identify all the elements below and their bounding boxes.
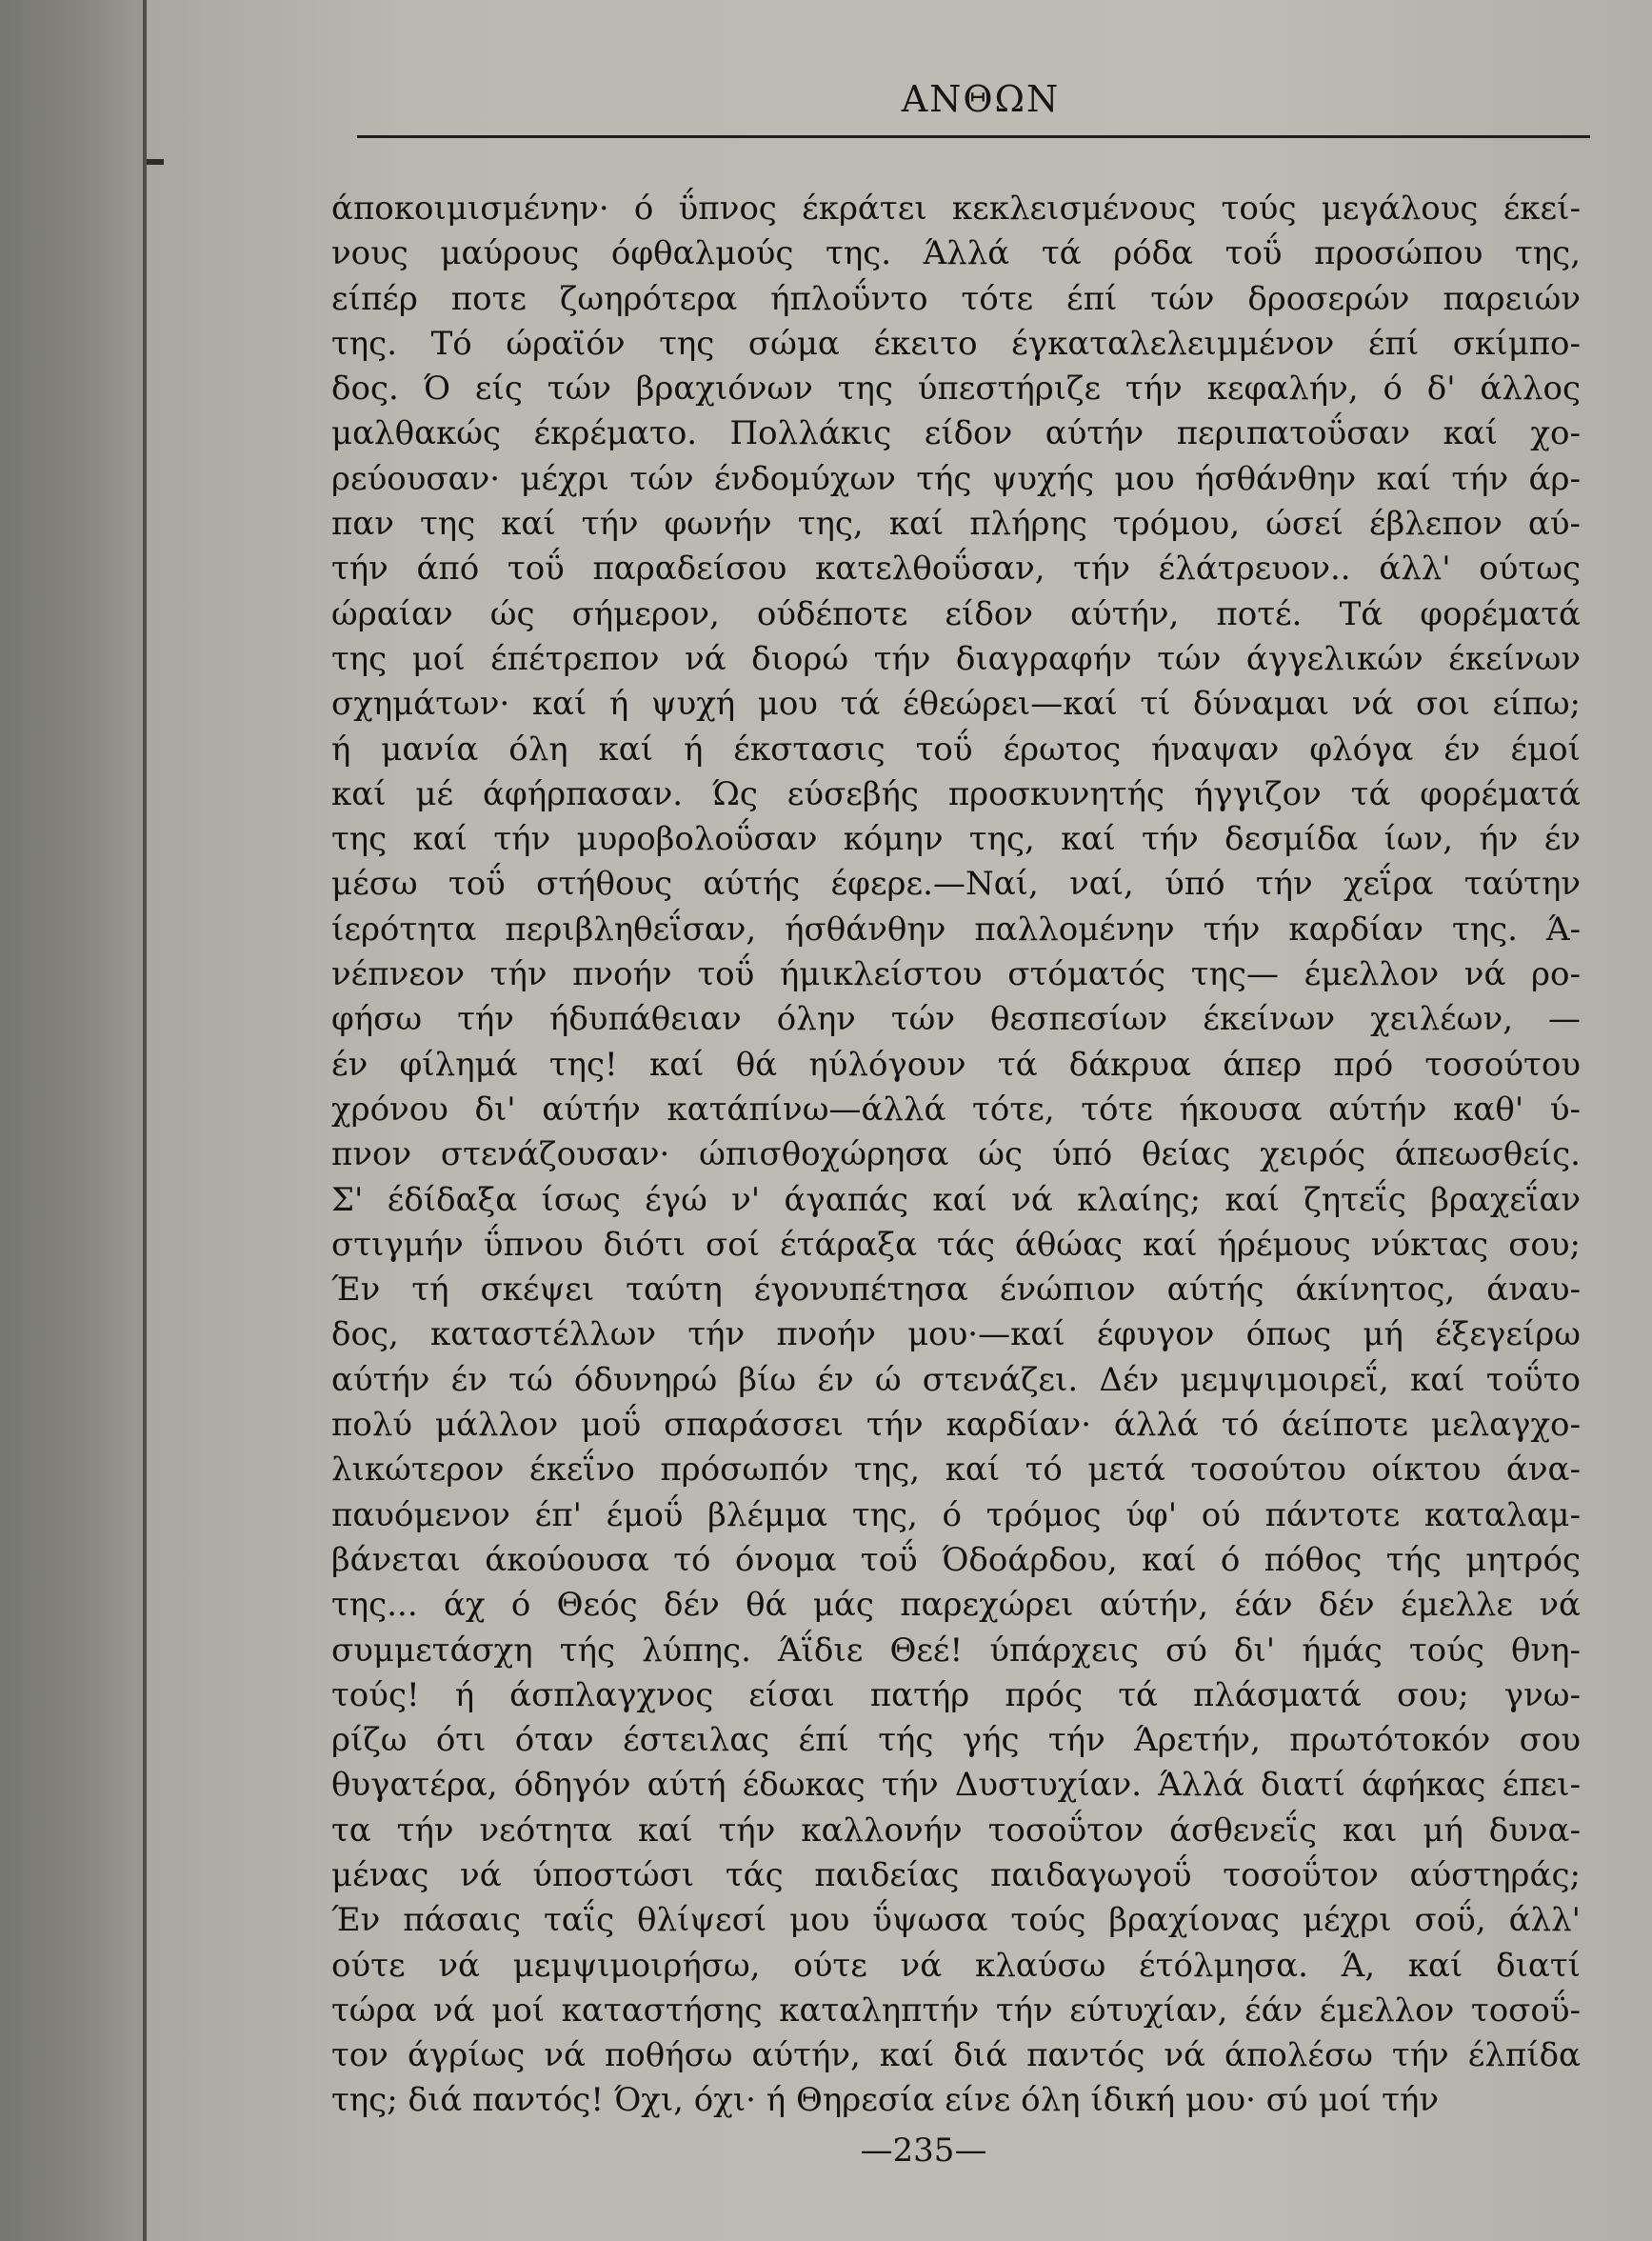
text-line: ή μανία όλη καί ή έκστασις τοΰ έρωτος ήναψαν φλόγα έν έμοί [331, 730, 1581, 769]
text-line: θυγατέρα, όδηγόν αύτή έδωκας τήν Δυστυχίαν. Άλλά διατί άφήκας έπει- [331, 1766, 1581, 1805]
header-rule [357, 135, 1590, 138]
text-line: λικώτερον έκεΐνο πρόσωπόν της, καί τό μετά τοσούτου οίκτου άνα- [331, 1451, 1581, 1490]
margin-mark [147, 159, 164, 165]
text-line: μέσω τοΰ στήθους αύτής έφερε.—Ναί, ναί, ύπό τήν χεΐρα ταύτην [331, 865, 1581, 904]
text-line: Έν πάσαις ταΐς θλίψεσί μου ΰψωσα τούς βραχίονας μέχρι σοΰ, άλλ' [331, 1901, 1581, 1940]
text-line: τώρα νά μοί καταστήσης καταληπτήν τήν εύτυχίαν, έάν έμελλον τοσοΰ- [331, 1991, 1581, 2030]
text-line: έν φίλημά της! καί θά ηύλόγουν τά δάκρυα άπερ πρό τοσούτου [331, 1045, 1581, 1084]
text-line: καί μέ άφήρπασαν. Ώς εύσεβής προσκυνητής ήγγιζον τά φορέματά [331, 774, 1581, 813]
text-line: είπέρ ποτε ζωηρότερα ήπλοΰντο τότε έπί τών δροσερών παρειών [331, 279, 1581, 318]
text-line: νέπνεον τήν πνοήν τοΰ ήμικλείστου στόματός της— έμελλον νά ρο- [331, 955, 1581, 994]
text-line: παυόμενον έπ' έμοΰ βλέμμα της, ό τρόμος ύφ' ού πάντοτε καταλαμ- [331, 1495, 1581, 1534]
text-line: της. Τό ώραϊόν της σώμα έκειτο έγκαταλελειμμένον έπί σκίμπο- [331, 324, 1581, 363]
text-line: τα τήν νεότητα καί τήν καλλονήν τοσοΰτον άσθενεΐς και μή δυνα- [331, 1811, 1581, 1850]
text-line: ρίζω ότι όταν έστειλας έπί τής γής τήν Άρετήν, πρωτότοκόν σου [331, 1721, 1581, 1760]
page-number: —235— [860, 2131, 987, 2170]
text-line: βάνεται άκούουσα τό όνομα τοΰ Όδοάρδου, καί ό πόθος τής μητρός [331, 1540, 1581, 1579]
text-line: μαλθακώς έκρέματο. Πολλάκις είδον αύτήν περιπατοΰσαν καί χο- [331, 414, 1581, 453]
facing-page-margin [0, 0, 143, 2241]
text-line: πνον στενάζουσαν· ώπισθοχώρησα ώς ύπό θείας χειρός άπεωσθείς. [331, 1135, 1581, 1174]
text-line: άποκοιμισμένην· ό ΰπνος έκράτει κεκλεισμένους τούς μεγάλους έκεί- [331, 190, 1581, 228]
text-line: στιγμήν ΰπνου διότι σοί έτάραξα τάς άθώας καί ήρέμους νύκτας σου; [331, 1225, 1581, 1264]
text-line: μένας νά ύποστώσι τάς παιδείας παιδαγωγοΰ τοσοΰτον αύστηράς; [331, 1855, 1581, 1894]
text-line: δος. Ό είς τών βραχιόνων της ύπεστήριζε τήν κεφαλήν, ό δ' άλλος [331, 370, 1581, 409]
text-line: ίερότητα περιβληθεΐσαν, ήσθάνθην παλλομένην τήν καρδίαν της. Ά- [331, 910, 1581, 949]
running-header: ΑΝΘΩΝ [901, 78, 1061, 120]
text-line: πολύ μάλλον μοΰ σπαράσσει τήν καρδίαν· άλλά τό άείποτε μελαγχο- [331, 1406, 1581, 1445]
text-line: σχημάτων· καί ή ψυχή μου τά έθεώρει—καί τί δύναμαι νά σοι είπω; [331, 685, 1581, 724]
text-line: Έν τή σκέψει ταύτη έγονυπέτησα ένώπιον αύτής άκίνητος, άναυ- [331, 1271, 1581, 1310]
text-line: δος, καταστέλλων τήν πνοήν μου·—καί έφυγον όπως μή έξεγείρω [331, 1315, 1581, 1354]
text-line: της μοί έπέτρεπον νά διορώ τήν διαγραφήν τών άγγελικών έκείνων [331, 639, 1581, 678]
text-line: παν της καί τήν φωνήν της, καί πλήρης τρόμου, ώσεί έβλεπον αύ- [331, 505, 1581, 544]
text-line: της... άχ ό Θεός δέν θά μάς παρεχώρει αύτήν, έάν δέν έμελλε νά [331, 1586, 1581, 1625]
text-line: της καί τήν μυροβολοΰσαν κόμην της, καί τήν δεσμίδα ίων, ήν έν [331, 820, 1581, 859]
body-text [331, 187, 1581, 2124]
text-line: χρόνου δι' αύτήν κατάπίνω—άλλά τότε, τότε ήκουσα αύτήν καθ' ύ- [331, 1090, 1581, 1129]
text-line: ρεύουσαν· μέχρι τών ένδομύχων τής ψυχής μου ήσθάνθην καί τήν άρ- [331, 459, 1581, 498]
text-line: αύτήν έν τώ όδυνηρώ βίω έν ώ στενάζει. Δέν μεμψιμοιρεΐ, καί τοΰτο [331, 1360, 1581, 1399]
text-line: τον άγρίως νά ποθήσω αύτήν, καί διά παντός νά άπολέσω τήν έλπίδα [331, 2036, 1581, 2075]
text-line: συμμετάσχη τής λύπης. Άΐδιε Θεέ! ύπάρχεις σύ δι' ήμάς τούς θνη- [331, 1631, 1581, 1670]
text-line: φήσω τήν ήδυπάθειαν όλην τών θεσπεσίων έκείνων χειλέων, — [331, 1000, 1581, 1039]
text-line: Σ' έδίδαξα ίσως έγώ ν' άγαπάς καί νά κλαίης; καί ζητεΐς βραχεΐαν [331, 1180, 1581, 1219]
text-line: της; διά παντός! Όχι, όχι· ή Θηρεσία είνε όλη ίδική μου· σύ μοί τήν [331, 2081, 1440, 2120]
text-line: ούτε νά μεμψιμοιρήσω, ούτε νά κλαύσω έτόλμησα. Ά, καί διατί [331, 1946, 1581, 1985]
text-line: νους μαύρους όφθαλμούς της. Άλλά τά ρόδα τοΰ προσώπου της, [331, 234, 1581, 273]
text-line: τήν άπό τοΰ παραδείσου κατελθοΰσαν, τήν έλάτρευον.. άλλ' ούτως [331, 550, 1581, 589]
text-line: ώραίαν ώς σήμερον, ούδέποτε είδον αύτήν, ποτέ. Τά φορέματά [331, 594, 1581, 633]
text-line: τούς! ή άσπλαγχνος είσαι πατήρ πρός τά πλάσματά σου; γνω- [331, 1675, 1581, 1714]
